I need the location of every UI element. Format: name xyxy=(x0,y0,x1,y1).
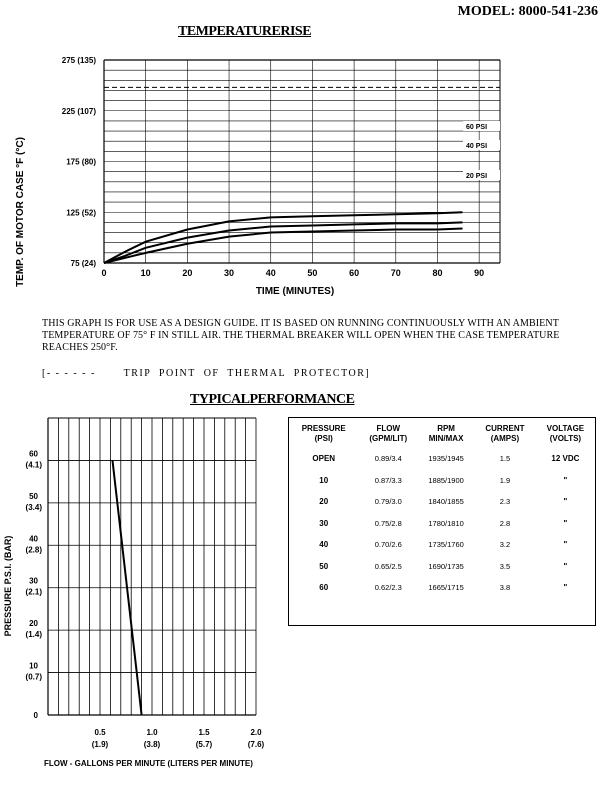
perf-x-tick-label: 2.0 xyxy=(250,728,262,737)
table-cell: 10 xyxy=(319,475,329,485)
table-cell: OPEN xyxy=(312,454,336,464)
table-header-cell: FLOW (GPM/LIT) xyxy=(369,424,408,443)
performance-table xyxy=(288,417,596,626)
temp-x-tick-label: 0 xyxy=(101,268,107,278)
table-header-row xyxy=(289,418,595,448)
table-cell: 1935/1945 xyxy=(428,454,464,464)
temp-x-tick-label: 50 xyxy=(307,268,318,278)
temp-y-tick-label: 175 (80) xyxy=(66,157,96,167)
table-header-cell: VOLTAGE (VOLTS) xyxy=(546,424,585,443)
table-cell: " xyxy=(563,518,568,528)
temp-x-tick-label: 90 xyxy=(474,268,485,278)
temp-x-tick-label: 30 xyxy=(224,268,235,278)
temp-series-labels xyxy=(463,121,500,180)
temp-x-tick-label: 70 xyxy=(390,268,401,278)
table-cell: 3.5 xyxy=(499,561,511,571)
perf-y-tick-label: 40 xyxy=(29,534,38,544)
table-header-cell: RPM MIN/MAX xyxy=(428,424,464,443)
table-cell: 0.89/3.4 xyxy=(374,454,402,464)
performance-chart xyxy=(0,410,285,795)
perf-y-tick-label: 20 xyxy=(29,619,38,629)
perf-x-tick-sublabel: (3.8) xyxy=(143,740,161,749)
temp-x-axis-label: TIME (MINUTES) xyxy=(255,286,335,297)
table-cell: 0.65/2.5 xyxy=(374,561,402,571)
table-cell: 12 VDC xyxy=(551,454,580,464)
table-cell: 2.8 xyxy=(499,518,511,528)
temp-series-label: 40 PSI xyxy=(466,143,488,150)
table-cell: " xyxy=(563,583,568,593)
design-guide-note: THIS GRAPH IS FOR USE AS A DESIGN GUIDE. IT IS BASED ON RUNNING CONTINUOUSLY WITH AN AMBIENT TEMPERATURE OF 75° F IN STILL AIR. THE THERMAL BREAKER WILL OPEN WHEN THE CASE TEMPERATURE REACHES 250°F. xyxy=(42,318,560,353)
table-cell: 2.3 xyxy=(499,497,511,507)
table-cell: 0.62/2.3 xyxy=(374,583,402,593)
temperature-rise-title: TEMPERATURERISE xyxy=(178,24,312,39)
perf-y-tick-sublabel: (2.8) xyxy=(25,545,42,555)
table-row xyxy=(289,534,595,556)
perf-y-tick-sublabel: (1.4) xyxy=(25,630,42,640)
perf-x-axis-label: FLOW - GALLONS PER MINUTE (LITERS PER MINUTE) xyxy=(44,759,253,768)
perf-x-tick-label: 1.0 xyxy=(146,728,158,737)
perf-ticks xyxy=(26,449,265,749)
table-cell: 3.2 xyxy=(499,540,511,550)
table-cell: 0.79/3.0 xyxy=(374,497,402,507)
typical-performance-title: TYPICALPERFORMANCE xyxy=(190,392,355,407)
perf-y-tick-sublabel: (0.7) xyxy=(25,672,42,682)
temp-y-tick-label: 275 (135) xyxy=(61,56,96,65)
table-cell: " xyxy=(563,561,568,571)
table-cell: 0.70/2.6 xyxy=(374,540,402,550)
table-cell: " xyxy=(563,497,568,507)
perf-x-tick-label: 1.5 xyxy=(198,728,210,737)
table-cell: 1735/1760 xyxy=(428,540,464,550)
table-cell: 1840/1855 xyxy=(428,497,464,507)
perf-x-tick-label: 0.5 xyxy=(94,728,106,737)
table-row xyxy=(289,448,595,470)
temp-series-label: 60 PSI xyxy=(466,124,488,131)
perf-x-tick-sublabel: (7.6) xyxy=(247,740,265,749)
table-row xyxy=(289,513,595,535)
temp-y-tick-label: 125 (52) xyxy=(66,208,96,218)
table-cell: 1780/1810 xyxy=(428,518,464,528)
perf-y-tick-sublabel: (2.1) xyxy=(25,587,42,597)
perf-y-tick-label: 0 xyxy=(33,711,38,720)
table-cell: " xyxy=(563,540,568,550)
perf-y-tick-label: 10 xyxy=(29,661,38,671)
table-cell: 20 xyxy=(319,497,329,507)
table-cell: 1690/1735 xyxy=(428,561,464,571)
trip-point-legend: [- - - - - - TRIP POINT OF THERMAL PROTECTOR] xyxy=(42,368,371,379)
table-cell: 3.8 xyxy=(499,583,511,593)
table-cell: 1665/1715 xyxy=(428,583,464,593)
temperature-rise-chart xyxy=(0,48,604,308)
temp-x-tick-label: 40 xyxy=(265,268,276,278)
table-row xyxy=(289,577,595,599)
perf-y-tick-label: 50 xyxy=(29,491,38,501)
table-row xyxy=(289,556,595,578)
table-header-cell: PRESSURE (PSI) xyxy=(301,424,346,443)
temp-series-label: 20 PSI xyxy=(466,173,488,180)
temp-y-axis-label: TEMP. OF MOTOR CASE °F (°C) xyxy=(15,137,26,287)
perf-y-axis-label: PRESSURE P.S.I. (BAR) xyxy=(3,535,13,637)
table-cell: 1.9 xyxy=(499,475,511,485)
table-cell: 0.75/2.8 xyxy=(374,518,402,528)
temp-x-tick-label: 10 xyxy=(140,268,151,278)
perf-grid xyxy=(48,418,256,715)
table-cell: " xyxy=(563,475,568,485)
table-header-cell: CURRENT (AMPS) xyxy=(485,424,525,443)
temp-series-line xyxy=(104,212,462,263)
temp-ticks xyxy=(62,56,484,278)
perf-y-tick-label: 60 xyxy=(29,449,38,459)
table-cell: 1.5 xyxy=(499,454,511,464)
temp-x-tick-label: 60 xyxy=(349,268,360,278)
temp-x-tick-label: 80 xyxy=(432,268,443,278)
perf-y-tick-sublabel: (3.4) xyxy=(25,502,42,512)
temp-series xyxy=(104,212,462,263)
table-row xyxy=(289,470,595,492)
model-number: MODEL: 8000-541-236 xyxy=(457,4,598,19)
temp-x-tick-label: 20 xyxy=(182,268,193,278)
perf-x-tick-sublabel: (5.7) xyxy=(195,740,213,749)
table-row xyxy=(289,491,595,513)
table-cell: 1885/1900 xyxy=(428,475,464,485)
perf-x-tick-sublabel: (1.9) xyxy=(91,740,109,749)
temp-y-tick-label: 75 (24) xyxy=(70,259,96,268)
table-cell: 0.87/3.3 xyxy=(374,475,402,485)
table-cell: 30 xyxy=(319,518,329,528)
table-cell: 40 xyxy=(319,540,329,550)
table-cell: 50 xyxy=(319,561,329,571)
perf-y-tick-sublabel: (4.1) xyxy=(25,460,42,470)
temp-y-tick-label: 225 (107) xyxy=(61,106,96,116)
perf-y-tick-label: 30 xyxy=(29,576,38,586)
table-cell: 60 xyxy=(319,583,329,593)
